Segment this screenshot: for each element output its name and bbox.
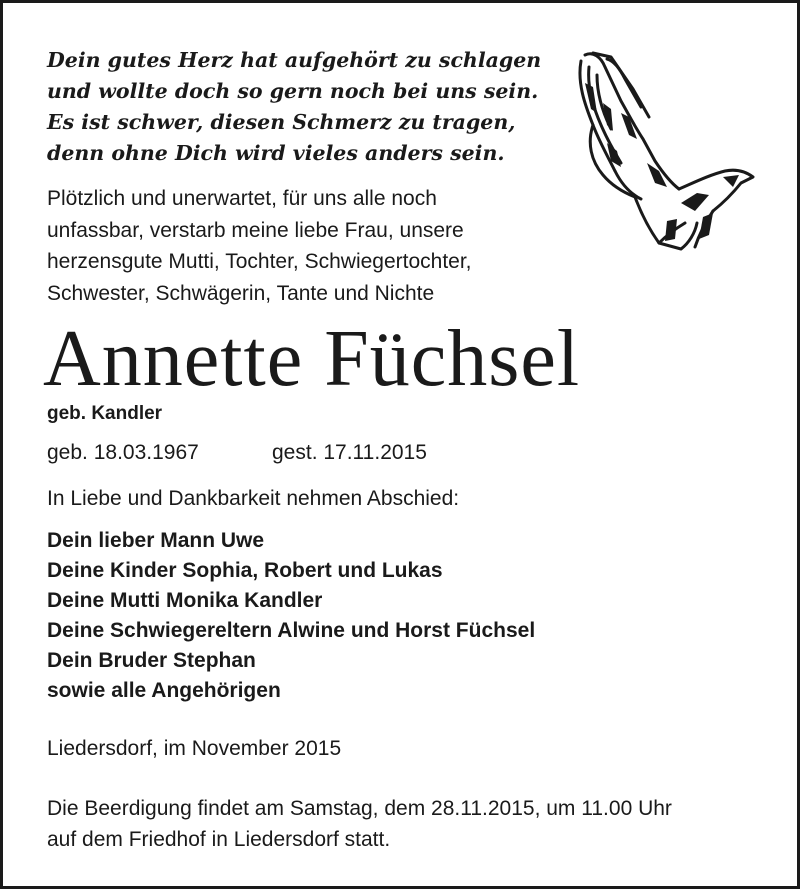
intro-text — [47, 183, 567, 309]
place-and-date: Liedersdorf, im November 2015 — [47, 737, 342, 760]
funeral-info — [47, 793, 672, 855]
mourner-line: Dein Bruder Stephan — [47, 649, 256, 672]
memorial-poem — [47, 45, 567, 169]
poem-line: denn ohne Dich wird vieles anders sein. — [47, 141, 505, 165]
funeral-line: Die Beerdigung findet am Samstag, dem 28.11.2015, um 11.00 Uhr — [47, 797, 672, 820]
mourner-line: Dein lieber Mann Uwe — [47, 529, 265, 552]
death-date: gest. 17.11.2015 — [272, 441, 427, 464]
mourner-line: Deine Schwiegereltern Alwine und Horst Füchsel — [47, 619, 536, 642]
deceased-name: Annette Füchsel — [43, 315, 581, 403]
intro-line: Plötzlich und unerwartet, für uns alle noch — [47, 187, 437, 210]
poem-line: Es ist schwer, diesen Schmerz zu tragen, — [47, 110, 516, 134]
intro-line: unfassbar, verstarb meine liebe Frau, unsere — [47, 218, 464, 242]
life-dates — [47, 441, 427, 465]
mourner-line: sowie alle Angehörigen — [47, 679, 281, 702]
praying-hands-icon — [563, 43, 763, 258]
mourner-line: Deine Mutti Monika Kandler — [47, 589, 323, 612]
poem-line: Dein gutes Herz hat aufgehört zu schlagen — [47, 48, 542, 72]
mourner-line: Deine Kinder Sophia, Robert und Lukas — [47, 559, 443, 582]
funeral-line: auf dem Friedhof in Liedersdorf statt. — [47, 828, 391, 851]
maiden-name: geb. Kandler — [47, 403, 163, 424]
farewell-text: In Liebe und Dankbarkeit nehmen Abschied: — [47, 487, 460, 510]
intro-line: Schwester, Schwägerin, Tante und Nichte — [47, 281, 435, 305]
intro-line: herzensgute Mutti, Tochter, Schwiegertochter, — [47, 250, 472, 273]
poem-line: und wollte doch so gern noch bei uns sein. — [47, 79, 539, 103]
birth-date: geb. 18.03.1967 — [47, 441, 199, 464]
mourners-list — [47, 526, 535, 706]
